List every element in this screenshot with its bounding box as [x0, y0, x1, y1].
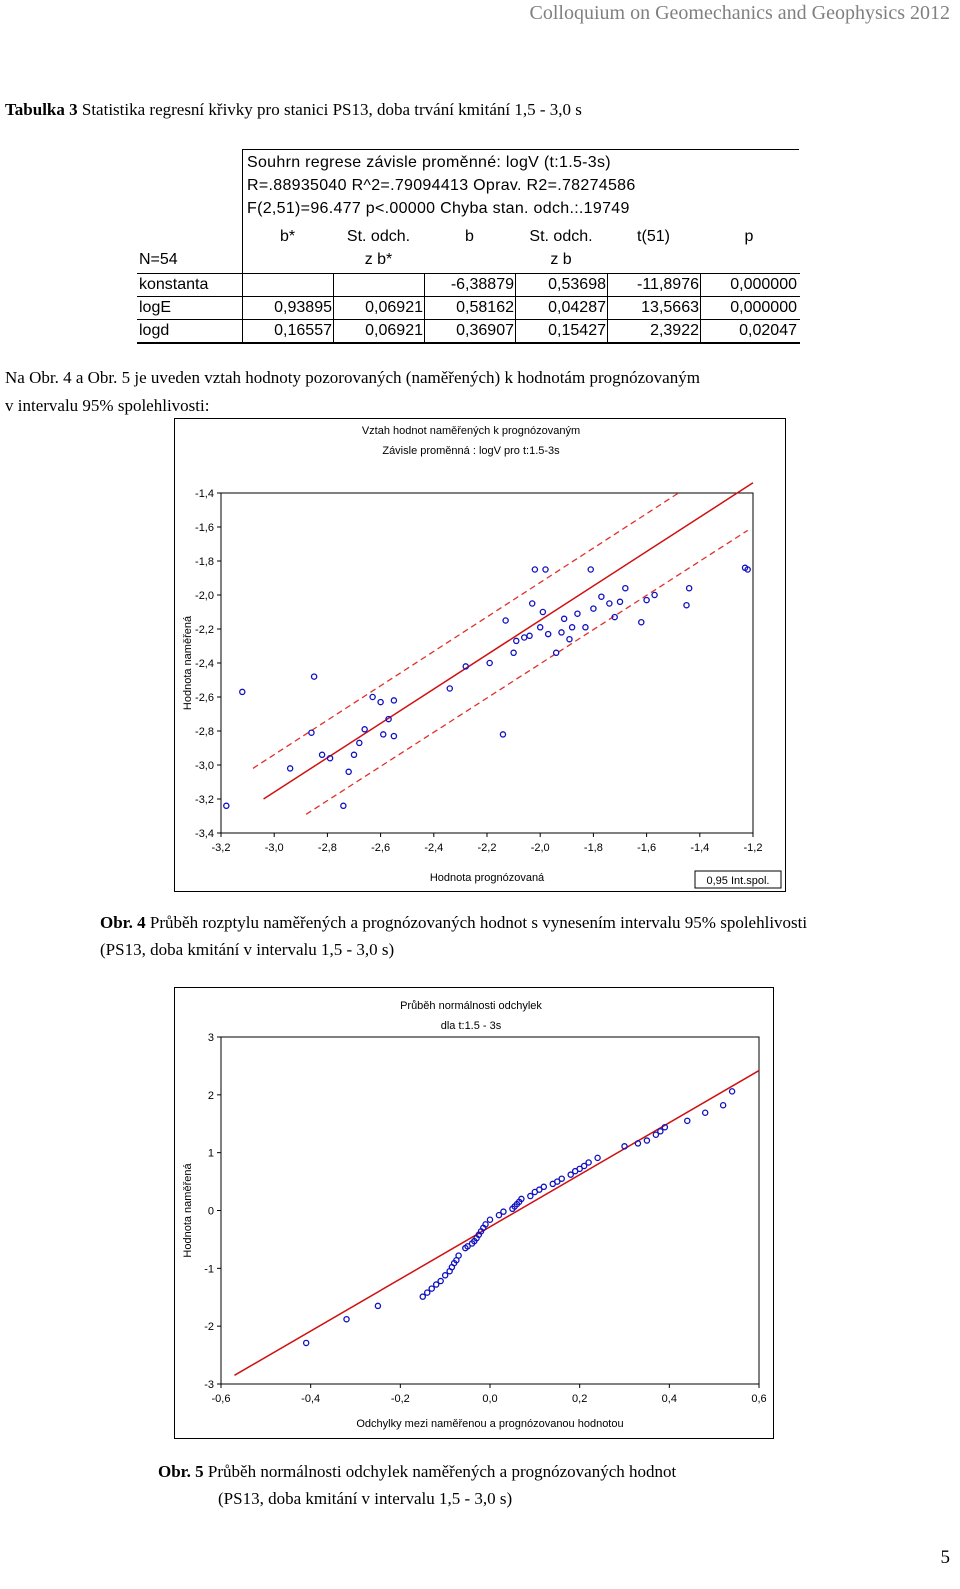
x-axis-label: Odchylky mezi naměřenou a prognózovanou hodnotou — [356, 1418, 624, 1430]
data-point — [304, 1340, 309, 1345]
summary-line: Souhrn regrese závisle proměnné: logV (t:1.5-3s) — [247, 154, 611, 171]
data-point — [562, 616, 567, 621]
row-label: logd — [139, 322, 170, 339]
summary-line: R=.88935040 R^2=.79094413 Oprav. R2=.78274586 — [247, 177, 636, 194]
data-point — [685, 1118, 690, 1123]
data-point — [687, 586, 692, 591]
table-cell: 0,000000 — [730, 299, 797, 316]
data-point — [487, 1217, 492, 1222]
data-point — [543, 567, 548, 572]
table-cell: 0,02047 — [739, 322, 797, 339]
column-header: t(51) — [637, 228, 670, 245]
table-cell: 0,000000 — [730, 276, 797, 293]
figure5-caption — [158, 1462, 676, 1482]
y-tick-label: -3,0 — [195, 760, 214, 772]
figure5-caption-line2: (PS13, doba kmitání v intervalu 1,5 - 3,0 s) — [218, 1489, 513, 1508]
data-point — [652, 592, 657, 597]
y-tick-label: -2,6 — [195, 692, 214, 704]
data-point — [501, 1209, 506, 1214]
page-number: 5 — [940, 1547, 950, 1568]
data-point — [730, 1089, 735, 1094]
data-point — [381, 732, 386, 737]
data-point — [528, 1193, 533, 1198]
data-point — [530, 601, 535, 606]
x-tick-label: -3,0 — [264, 842, 284, 854]
grid-line — [607, 273, 608, 342]
x-tick-label: 0,2 — [572, 1393, 588, 1405]
figure5-caption-text: Průběh normálnosti odchylek naměřených a prognózovaných hodnot — [203, 1462, 677, 1481]
data-point — [357, 740, 362, 745]
data-point — [425, 1290, 430, 1295]
table-cell: 0,06921 — [365, 322, 423, 339]
data-point — [588, 567, 593, 572]
y-tick-label: -1 — [204, 1263, 214, 1276]
data-point — [595, 1155, 600, 1160]
figure4-caption-line2: (PS13, doba kmitání v intervalu 1,5 - 3,0 s) — [100, 940, 395, 959]
data-point — [351, 752, 356, 757]
data-point — [447, 686, 452, 691]
figure5-caption-label: Obr. 5 — [158, 1462, 204, 1481]
table-cell: 0,58162 — [456, 299, 514, 316]
data-point — [420, 1294, 425, 1299]
y-tick-label: -3 — [204, 1379, 214, 1391]
data-point — [344, 1317, 349, 1322]
regression-line — [234, 1071, 759, 1376]
y-tick-label: 1 — [207, 1147, 214, 1160]
data-point — [586, 1160, 591, 1165]
data-point — [240, 689, 245, 694]
column-header: St. odch. — [529, 228, 593, 245]
data-point — [375, 1303, 380, 1308]
summary-line: F(2,51)=96.477 p<.00000 Chyba stan. odch.:.19749 — [247, 200, 630, 217]
data-point — [370, 694, 375, 699]
data-point — [623, 586, 628, 591]
data-point — [617, 599, 622, 604]
figure4-caption-text: Průběh rozptylu naměřených a prognózovaných hodnot s vynesením intervalu 95% spolehlivosti — [145, 913, 808, 932]
regression-stats-table — [137, 149, 800, 343]
column-header: b — [465, 228, 474, 245]
grid-line — [424, 273, 425, 342]
legend-label: 0,95 Int.spol. — [706, 875, 770, 887]
figure5-frame — [174, 987, 774, 1439]
table-cell: 0,53698 — [548, 276, 606, 293]
x-tick-label: -0,2 — [390, 1393, 410, 1405]
data-point — [224, 803, 229, 808]
table-cell: 0,36907 — [456, 322, 514, 339]
confidence-band — [306, 530, 748, 814]
data-point — [599, 594, 604, 599]
data-point — [391, 734, 396, 739]
x-tick-label: -2,6 — [371, 842, 391, 854]
column-subheader: z b — [550, 251, 572, 268]
regression-summary — [242, 149, 799, 228]
data-point — [559, 630, 564, 635]
data-point — [522, 635, 527, 640]
table-shadow — [798, 151, 801, 343]
data-point — [288, 766, 293, 771]
x-tick-label: 0,0 — [482, 1393, 498, 1405]
data-point — [559, 1176, 564, 1181]
data-point — [591, 606, 596, 611]
data-point — [487, 660, 492, 665]
table-cell: 13,5663 — [641, 299, 699, 316]
column-header: St. odch. — [346, 228, 411, 245]
data-point — [567, 637, 572, 642]
chart-subtitle: dla t:1.5 - 3s — [440, 1020, 502, 1032]
y-tick-label: -2,8 — [195, 726, 214, 738]
y-tick-label: 0 — [207, 1205, 214, 1218]
row-label: konstanta — [139, 276, 209, 293]
data-point — [575, 611, 580, 616]
regression-line — [264, 483, 753, 799]
x-tick-label: -1,8 — [583, 842, 603, 854]
data-point — [639, 620, 644, 625]
x-tick-label: -1,2 — [743, 842, 763, 854]
x-tick-label: 0,4 — [661, 1393, 677, 1405]
x-tick-label: -2,2 — [477, 842, 497, 854]
table-caption-text: Statistika regresní křivky pro stanici PS13, doba trvání kmitání 1,5 - 3,0 s — [77, 100, 582, 119]
grid-line — [242, 227, 243, 342]
data-point — [438, 1278, 443, 1283]
x-tick-label: -2,0 — [530, 842, 550, 854]
figure4-caption — [100, 913, 807, 933]
data-point — [346, 769, 351, 774]
x-tick-label: -2,8 — [317, 842, 337, 854]
table-cell: 2,3922 — [650, 322, 699, 339]
data-point — [684, 603, 689, 608]
data-point — [703, 1110, 708, 1115]
y-tick-label: -3,2 — [195, 794, 214, 806]
data-point — [391, 698, 396, 703]
grid-line — [137, 343, 800, 344]
data-point — [721, 1103, 726, 1108]
data-point — [541, 1184, 546, 1189]
table-cell: 0,16557 — [274, 322, 332, 339]
x-tick-label: -3,2 — [211, 842, 231, 854]
data-point — [538, 625, 543, 630]
y-tick-label: -1,8 — [195, 556, 214, 568]
column-header: b* — [279, 228, 296, 245]
chart-subtitle: Závisle proměnná : logV pro t:1.5-3s — [382, 445, 560, 457]
figure5-scatter — [175, 988, 773, 1438]
data-point — [500, 732, 505, 737]
data-point — [658, 1129, 663, 1134]
confidence-band — [253, 493, 679, 768]
n-label: N=54 — [139, 251, 178, 268]
conference-header: Colloquium on Geomechanics and Geophysics 2012 — [529, 2, 950, 24]
table-cell: -6,38879 — [450, 276, 514, 293]
grid-line — [700, 273, 701, 342]
data-point — [443, 1273, 448, 1278]
table-caption-label: Tabulka 3 — [5, 100, 78, 119]
table-cell: 0,04287 — [548, 299, 606, 316]
data-point — [644, 598, 649, 603]
table-cell: 0,06921 — [365, 299, 423, 316]
x-tick-label: -0,4 — [301, 1393, 321, 1405]
y-tick-label: -3,4 — [195, 828, 214, 840]
figure4-frame — [174, 418, 786, 892]
y-tick-label: -2 — [204, 1321, 214, 1334]
y-tick-label: -1,4 — [195, 488, 214, 500]
data-point — [429, 1286, 434, 1291]
data-point — [527, 633, 532, 638]
data-point — [309, 730, 314, 735]
grid-line — [515, 273, 516, 342]
data-point — [546, 632, 551, 637]
data-point — [532, 567, 537, 572]
data-point — [312, 674, 317, 679]
paragraph-line: v intervalu 95% spolehlivosti: — [5, 396, 210, 415]
data-point — [341, 803, 346, 808]
data-point — [570, 625, 575, 630]
y-tick-label: 3 — [207, 1032, 214, 1044]
x-tick-label: -1,6 — [637, 842, 657, 854]
data-point — [319, 752, 324, 757]
table-cell: 0,15427 — [548, 322, 606, 339]
figure4-scatter — [175, 419, 785, 891]
column-subheader: z b* — [364, 251, 393, 268]
chart-title: Průběh normálnosti odchylek — [400, 1000, 542, 1012]
data-point — [607, 601, 612, 606]
paragraph-line: Na Obr. 4 a Obr. 5 je uveden vztah hodnoty pozorovaných (naměřených) k hodnotám prognózovaným — [5, 368, 700, 387]
column-header: p — [744, 228, 754, 245]
data-point — [583, 625, 588, 630]
data-point — [511, 650, 516, 655]
x-axis-label: Hodnota prognózovaná — [429, 872, 545, 884]
x-tick-label: -2,4 — [424, 842, 444, 854]
data-point — [554, 650, 559, 655]
table-cell: -11,8976 — [637, 276, 699, 293]
table-cell: 0,93895 — [274, 299, 332, 316]
y-tick-label: -1,6 — [195, 522, 214, 534]
y-axis-label: Hodnota naměřená — [182, 1163, 194, 1258]
x-tick-label: -1,4 — [690, 842, 710, 854]
data-point — [514, 638, 519, 643]
grid-line — [333, 273, 334, 342]
y-tick-label: -2,4 — [195, 658, 214, 670]
data-point — [378, 700, 383, 705]
table-caption — [5, 100, 582, 120]
figure4-caption-label: Obr. 4 — [100, 913, 146, 932]
data-point — [456, 1253, 461, 1258]
data-point — [540, 609, 545, 614]
data-point — [362, 727, 367, 732]
chart-title: Vztah hodnot naměřených k prognózovaným — [361, 425, 581, 437]
data-point — [644, 1138, 649, 1143]
x-tick-label: -0,6 — [211, 1393, 231, 1405]
y-tick-label: -2,2 — [195, 624, 214, 636]
plot-area — [221, 1037, 759, 1384]
x-tick-label: 0,6 — [751, 1393, 767, 1405]
y-axis-label: Hodnota naměřená — [182, 615, 194, 711]
row-label: logE — [139, 299, 172, 316]
y-tick-label: 2 — [207, 1089, 214, 1102]
y-tick-label: -2,0 — [195, 590, 214, 602]
data-point — [503, 618, 508, 623]
